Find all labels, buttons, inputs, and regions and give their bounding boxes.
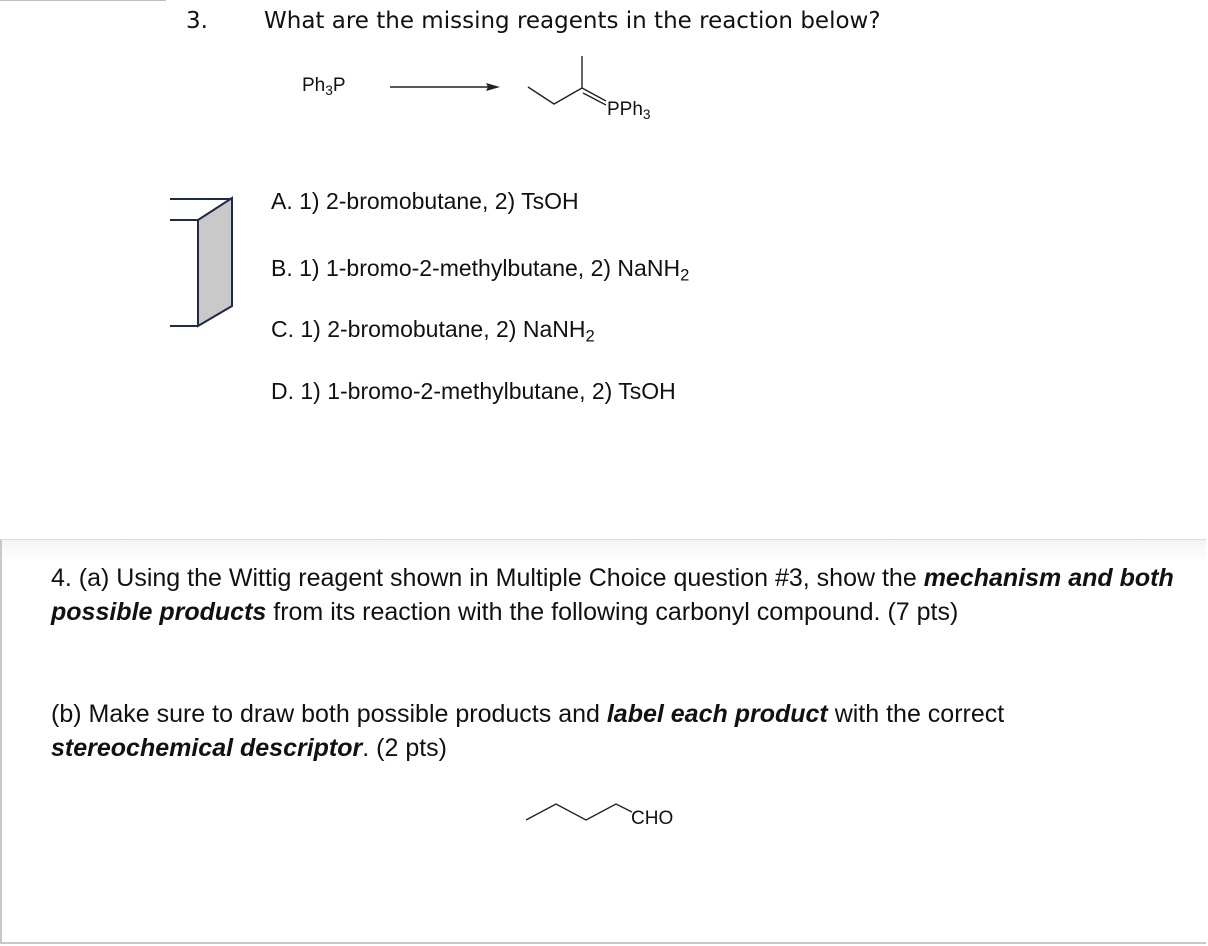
reactant-label: $Ph_3P$ <box>302 75 346 98</box>
question-number: 3. <box>186 8 208 34</box>
ylide-structure <box>524 50 614 110</box>
ylide-label: PPh$_3$ <box>607 99 651 122</box>
question4b-text: (b) Make sure to draw both possible products and label each product with the correct stereochemical descriptor. (2 pts) <box>51 700 1005 762</box>
choice-d[interactable]: D. 1) 1-bromo-2-methylbutane, 2) TsOH <box>271 378 676 404</box>
aldehyde-label: CHO <box>631 808 674 829</box>
aldehyde-structure <box>524 798 634 828</box>
choice-b[interactable]: B. 1) 1-bromo-2-methylbutane, 2) NaNH$_2$ <box>271 255 690 285</box>
choice-c[interactable]: C. 1) 2-bromobutane, 2) NaNH$_2$ <box>271 316 595 346</box>
top-rule <box>0 0 166 1</box>
question-prompt: What are the missing reagents in the reaction below? <box>264 8 881 34</box>
question4a-text: 4. (a) Using the Wittig reagent shown in Multiple Choice question #3, show the mechanism and both possible products from its reaction with the following carbonyl compound. (7 pts) <box>51 564 1174 626</box>
reaction-arrow <box>388 77 503 97</box>
bookmark-icon[interactable] <box>168 196 234 330</box>
choice-a[interactable]: A. 1) 2-bromobutane, 2) TsOH <box>271 188 579 214</box>
